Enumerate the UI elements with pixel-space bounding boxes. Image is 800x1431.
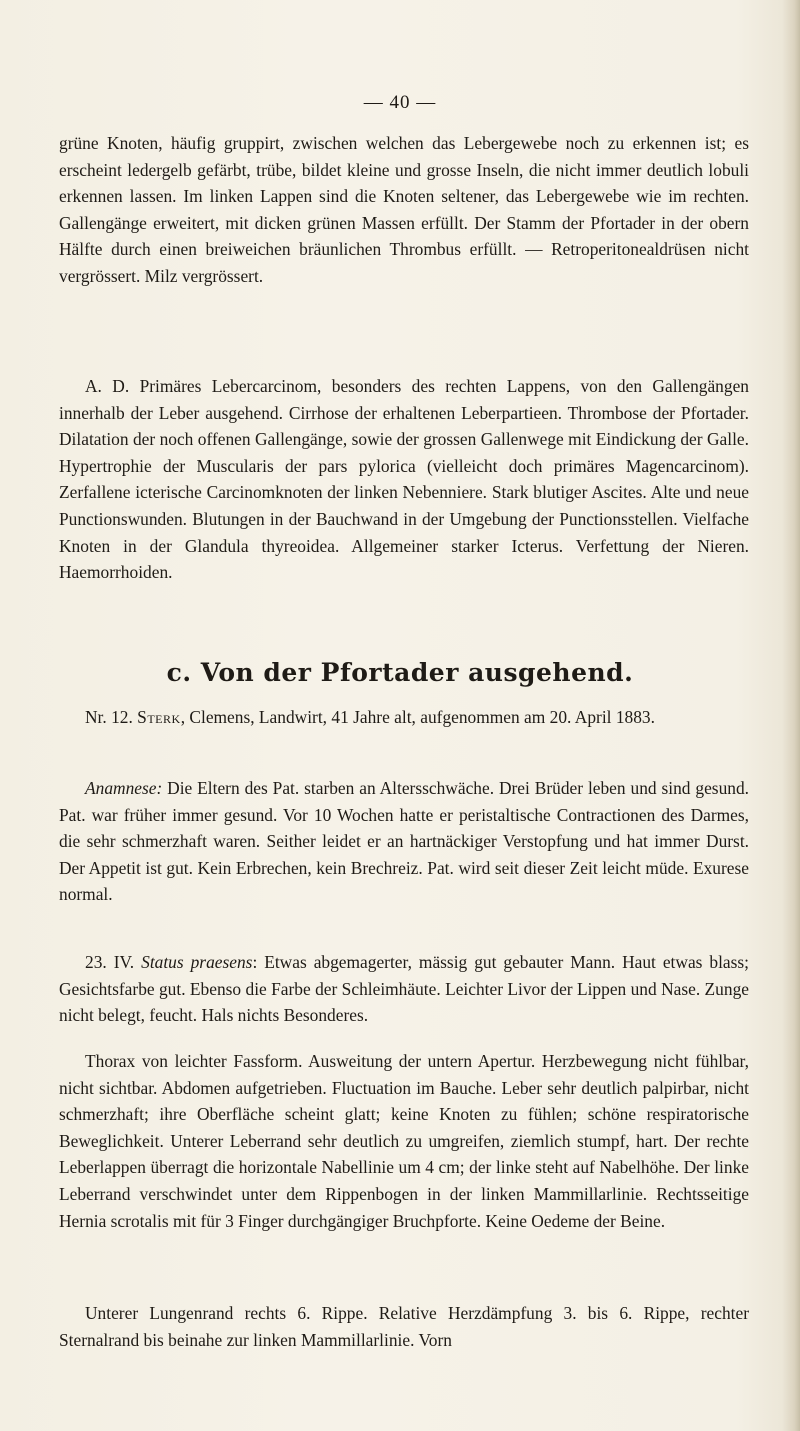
anamnesis-label: Anamnese:	[85, 778, 163, 798]
section-heading: c. Von der Pfortader ausgehend.	[166, 658, 634, 687]
paragraph-liver-findings: grüne Knoten, häufig gruppirt, zwischen welchen das Lebergewebe noch zu erkennen ist; es erscheint ledergelb gefärbt, trübe, bildet kleine und grosse Inseln, die nicht immer deutlich lobuli erkennen lassen. Im linken Lappen sind die Knoten seltener, das Lebergewebe wie im rechten. Gallengänge erweitert, mit dicken grünen Massen erfüllt. Der Stamm der Pfortader in der obern Hälfte durch einen breiweichen bräunlichen Thrombus erfüllt. — Retroperitonealdrüsen nicht vergrössert. Milz vergrössert.	[59, 133, 749, 286]
status-label: Status praesens	[141, 952, 253, 972]
paragraph-case-header	[59, 704, 749, 731]
anamnesis-text: Die Eltern des Pat. starben an Altersschwäche. Drei Brüder leben und sind gesund. Pat. war früher immer gesund. Vor 10 Wochen hatte er peristaltische Contractionen des Darmes, die sehr schmerzhaft waren. Seither leidet er an hartnäckiger Verstopfung und hat immer Durst. Der Appetit ist gut. Kein Erbrechen, kein Brechreiz. Pat. wird seit dieser Zeit leicht müde. Exurese normal.	[59, 778, 749, 905]
case-details: , Clemens, Landwirt, 41 Jahre alt, aufgenommen am 20. April 1883.	[180, 707, 655, 727]
paragraph-thorax-abdomen: Thorax von leichter Fassform. Ausweitung der untern Apertur. Herzbewegung nicht fühlbar, nicht sichtbar. Abdomen aufgetrieben. Fluctuation im Bauche. Leber sehr deutlich palpirbar, nicht schmerzhaft; ihre Oberfläche scheint glatt; keine Knoten zu fühlen; schöne respiratorische Beweglichkeit. Unterer Leberrand sehr deutlich zu umgreifen, ziemlich stumpf, hart. Der rechte Leberlappen überragt die horizontale Nabellinie um 4 cm; der linke steht auf Nabelhöhe. Der linke Leberrand verschwindet unter dem Rippenbogen in der linken Mammillarlinie. Rechtsseitige Hernia scrotalis mit für 3 Finger durchgängiger Bruchpforte. Keine Oedeme der Beine.	[59, 1051, 749, 1231]
page-edge-shadow	[782, 0, 800, 1431]
status-date: 23. IV.	[85, 952, 142, 972]
paragraph-anamnesis	[59, 775, 749, 908]
patient-surname: Sterk	[137, 707, 181, 727]
paragraph-anatomical-diagnosis: A. D. Primäres Lebercarcinom, besonders des rechten Lappens, von den Gallengängen innerhalb der Leber ausgehend. Cirrhose der erhaltenen Leberpartieen. Thrombose der Pfortader. Dilatation der noch offenen Gallengänge, sowie der grossen Gallenwege mit Eindickung der Galle. Hypertrophie der Muscularis der pars pylorica (vielleicht doch primäres Magencarcinom). Zerfallene icterische Carcinomknoten der linken Nebenniere. Stark blutiger Ascites. Alte und neue Punctionswunden. Blutungen in der Bauchwand in der Umgebung der Punctionsstellen. Vielfache Knoten in der Glandula thyreoidea. Allgemeiner starker Icterus. Verfettung der Nieren. Haemorrhoiden.	[59, 376, 749, 583]
paragraph-status-praesens	[59, 949, 749, 1029]
status-text: : Etwas abgemagerter, mässig gut gebauter Mann. Haut etwas blass; Gesichtsfarbe gut. Ebenso die Farbe der Schleimhäute. Leichter Livor der Lippen und Nase. Zunge nicht belegt, feucht. Hals nichts Besonderes.	[59, 952, 750, 1026]
page-number: — 40 —	[363, 92, 437, 113]
case-number: Nr. 12.	[85, 707, 138, 727]
paragraph-lung-heart: Unterer Lungenrand rechts 6. Rippe. Relative Herzdämpfung 3. bis 6. Rippe, rechter Sternalrand bis beinahe zur linken Mammillarlinie. Vorn	[59, 1303, 749, 1350]
